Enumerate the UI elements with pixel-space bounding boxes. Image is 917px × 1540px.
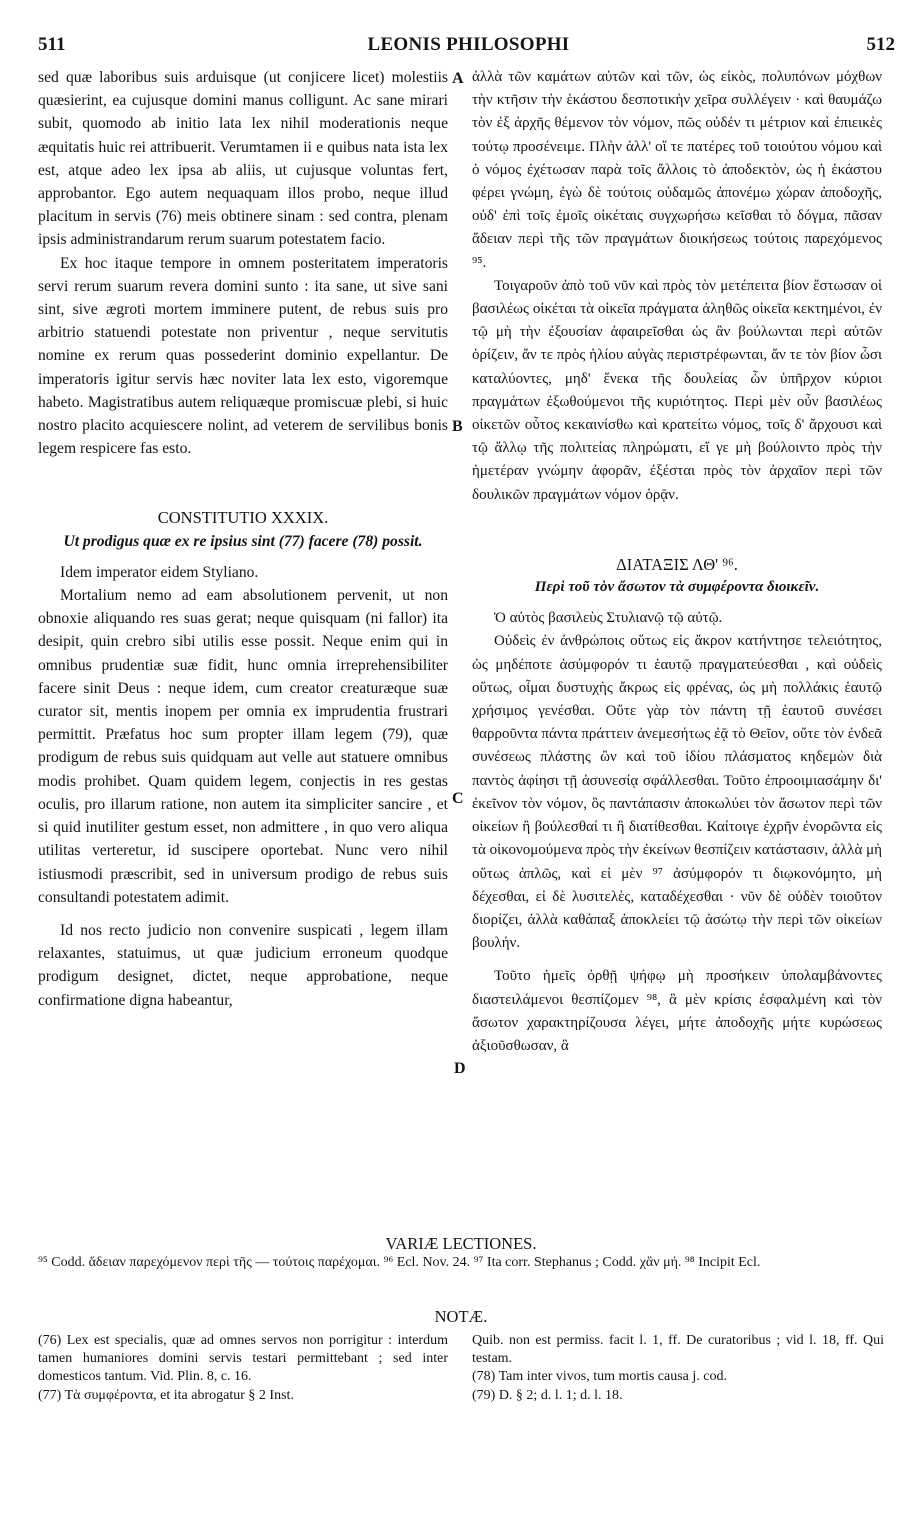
latin-paragraph-1: sed quæ laboribus suis arduisque (ut conjicere licet) molestiis quæsierint, ea cujusque domini manus colligunt. Ac sane mirari subit, quomodo ab initio lata lex nihil moderationis neque æquitatis huic rei attribuerit. Verumtamen ii e quibus nata ista lex est, atque adeo lex ipsa ab aliis, ut cujusque voluntas fert, approbantor. Ego autem nequaquam illos probo, neque illud placitum in servis (76) meis obtinere sinam : sed contra, plenam ipsis administrandarum rerum suarum potestatem facio.: [38, 69, 448, 249]
latin-addressee: Idem imperator eidem Styliano.: [60, 563, 259, 581]
note-item: (77) Τὰ συμφέροντα, et ita abrogatur § 2 Inst.: [38, 1387, 294, 1403]
variae-lectiones: [38, 1234, 884, 1272]
notae-left-column: [38, 1332, 448, 1405]
note-item: (79) D. § 2; d. l. 1; d. l. 18.: [472, 1387, 623, 1403]
notae-title: NOTÆ.: [434, 1307, 488, 1326]
margin-letter-d: D: [454, 1060, 466, 1077]
page-number-right: 512: [866, 34, 895, 55]
latin-constitution-subtitle: Ut prodigus quæ ex re ipsius sint (77) facere (78) possit.: [63, 532, 423, 550]
page-header: [38, 30, 899, 60]
greek-constitution-subtitle: Περὶ τοῦ τὸν ἄσωτον τὰ συμφέροντα διοικεῖν.: [534, 579, 820, 596]
variae-title: VARIÆ LECTIONES.: [385, 1234, 537, 1253]
greek-paragraph-1: ἀλλὰ τῶν καμάτων αὐτῶν καὶ τῶν, ὡς εἰκὸς, πολυπόνων μόχθων τὴν κτῆσιν τὴν ἑκάστου δεσποτικὴν χεῖρα συλλέγειν · καὶ θαυμάζω τὸν ἐξ ἀρχῆς θέμενον τὸν νόμον, πῶς οὐδέν τι μέτριον καὶ ἐπιεικὲς τούτῳ προσένειμε. Πλὴν ἀλλ' οἵ τε πατέρες τοῦ τοιούτου νόμου καὶ ὁ νόμος ἐχέτωσαν παρὰ τοῖς ἄλλοις τὸ ἀποδεκτὸν, ὡς ἡ ἑκάστου φέρει γνώμη, ἐγὼ δὲ τούτοις οὐδαμῶς ἀπονέμω χώραν ἀποδοχῆς, οὐδ' ἐπὶ τοῖς ἐμοῖς οἰκέταις συγχωρήσω κεῖσθαι τὸ δόγμα, πᾶσαν ἄδειαν περὶ τῆς τῶν πραγμάτων διοικήσεως τούτοις παρεχόμενος ⁹⁵.: [472, 69, 882, 271]
margin-letter-c: C: [452, 790, 464, 807]
note-item: (78) Tam inter vivos, tum mortis causa j. cod.: [472, 1369, 727, 1385]
latin-paragraph-2: Ex hoc itaque tempore in omnem posteritatem imperatoris servi rerum suarum revera domini sunto : ita sane, ut sive sani sint, sive ægroti mortem imminere putent, de rebus suis pro arbitrio statuendi potestate non priventur , neque servitutis nomine ex rerum quas possederint dominio expellantur. De imperatoris igitur servis hæc noviter lata lex esto, vigoremque habeto. Magistratibus autem reliquæque promiscuæ plebi, si huic nostro placito acquiescere nolint, ad veterem de servilibus bonis legem respicere fas esto.: [38, 254, 448, 458]
latin-column: [38, 66, 448, 1012]
latin-paragraph-3: Mortalium nemo ad eam absolutionem pervenit, ut non obnoxie aliquando res suas gerat; neque quisquam (ni fallor) ita desipit, quin crebro sibi utilis esse possit. Neque enim qui in omnibus prudentiæ suæ fidit, hunc omnia irreprehensibiliter facere sinit Deus : neque idem, cum creator creaturæque suæ curator sit, mentis inopem per omnia ex imprudentia frustrari permittit. Præfatus hoc sum propter illam legem (79), quæ prodigum de rebus suis quidquam aut velle aut statuere omnibus modis prohibet. Quam quidem legem, conjectis in res gestas oculis, pro illarum ratione, non autem ita simpliciter sancire , et si quid inutiliter gestum esset, non admittere , in quo vero aliqua utilitas verteretur, id suscipere oportebat. Nunc vero nihil istiusmodi præscribit, sed in universum prodigo de rebus suis consultandi potestatem adimit.: [38, 587, 448, 906]
margin-letter-b: B: [452, 418, 463, 435]
greek-column: [472, 66, 882, 1058]
notae-right-column: [472, 1332, 884, 1405]
margin-letter-a: A: [452, 70, 464, 87]
latin-constitution-title: CONSTITUTIO XXXIX.: [157, 508, 329, 528]
greek-paragraph-2: Τοιγαροῦν ἀπὸ τοῦ νῦν καὶ πρὸς τὸν μετέπειτα βίον ἔστωσαν οἱ βασιλέως οἰκέται τὰ οἰκεῖα πράγματα ἀληθῶς οἰκεῖα κεκτημένοι, ἐν τῷ μὴ τὴν ἐξουσίαν ἀφαιρεῖσθαι ὡς ἂν βούλωνται περὶ αὐτῶν ὁρίζειν, ἄν τε πρὸς ἡλίου αὐγὰς περιστρέφωνται, ἄν τε τὸν βίον ὦσι καταλύοντες, μηδ' ἕνεκα τῆς δουλείας ὧν ὑπῆρχον κύριοι πραγμάτων ἐξωθούμενοι τῆς κυριότητος. Περὶ μὲν οὖν βασιλέως οἰκετῶν οὗτος κεκαινίσθω καὶ κρατείτω νόμος, τοῖς δ' ἄρχουσι καὶ τῷ ἄλλῳ τῆς πολιτείας πληρώματι, εἴ γε μὴ βούλοιντο πρὸς τὴν ἡμετέραν γνώμην ἀφορᾶν, ἐξέσται πρὸς τὸν ἀρχαῖον περὶ τῶν δουλικῶν πραγμάτων νόμον ὁρᾷν.: [472, 277, 882, 503]
greek-paragraph-4: Τοῦτο ἡμεῖς ὀρθῇ ψήφῳ μὴ προσήκειν ὑπολαμβάνοντες διαστειλάμενοι θεσπίζομεν ⁹⁸, ἃ μὲν κρίσις ἐσφαλμένη καὶ τὸν ἄσωτον χαρακτηρίζουσα λέγει, μήτε ἀποδοχῆς μήτε κυρώσεως ἀξιοῦσθωσαν, ἃ: [472, 968, 882, 1054]
greek-constitution-title: ΔΙΑΤΑΞΙΣ ΛΘ' ⁹⁶.: [616, 554, 738, 574]
note-item: Quib. non est permiss. facit l. 1, ff. De curatoribus ; vid l. 18, ff. Qui testam.: [472, 1333, 884, 1367]
variae-text: ⁹⁵ Codd. ἄδειαν παρεχόμενον περὶ τῆς — τούτοις παρέχομαι. ⁹⁶ Ecl. Nov. 24. ⁹⁷ Ita corr. Stephanus ; Codd. χἂν μή. ⁹⁸ Incipit Ecl.: [38, 1255, 761, 1270]
greek-addressee: Ὁ αὐτὸς βασιλεὺς Στυλιανῷ τῷ αὐτῷ.: [494, 610, 723, 627]
latin-paragraph-4: Id nos recto judicio non convenire suspicati , legem illam relaxantes, statuimus, ut quæ judicium erroneum quodque prodigum designet, dictet, neque approbatione, neque confirmatione digna habeantur,: [38, 921, 448, 1009]
page-number-left: 511: [38, 34, 66, 55]
greek-paragraph-3: Οὐδεὶς ἐν ἀνθρώποις οὕτως εἰς ἄκρον κατήντησε τελειότητος, ὡς μηδέποτε ἀσύμφορόν τι ἑαυτῷ πραγματεύεσθαι , καὶ οὐδεὶς οὕτως, οἶμαι δυστυχὴς ἄκρως εἰς φρένας, ὡς μὴ πολλάκις ἑαυτῷ χρήσιμος γενέσθαι. Οὔτε γὰρ τὸν πάντη τῇ ἑαυτοῦ συνέσει θαρροῦντα πάντα πράττειν ἀνεμεσήτως ἐᾷ τὸ Θεῖον, οὔτε τὸν ἐνδεᾶ συνέσεως πλάστης ὢν καὶ τοῦ ἰδίου πλάσματος κηδεμὼν διὰ παντὸς ἀφίησι τῇ ἀσυνεσίᾳ σφάλλεσθαι. Τοῦτο ἐπροοιμιασάμην δι' ἐκεῖνον τὸν νόμον, ὃς παντάπασιν ἀποκωλύει τὸν ἄσωτον περὶ τῶν οἰκείων ἢ βούλεσθαί τι ἢ διατίθεσθαι. Καίτοιγε ἐχρῆν ἐνορῶντα εἰς τὰ οἰκονομούμενα πρὸς τὴν ἐκείνων θεσπίζειν κατάστασιν, ἀλλὰ μὴ οὕτως ἁπλῶς, καὶ εἰ μὲν ⁹⁷ ἀσύμφορόν τι διῳκονόμητο, μὴ δέχεσθαι, εἰ δὲ λυσιτελὲς, καταδέχεσθαι · νῦν δὲ οὐδὲν τοιοῦτον διορίζει, ἀλλὰ καθάπαξ ἀποκλείει τῷ ἀσώτῳ τὴν περὶ τῶν οἰκείων βουλήν.: [472, 633, 882, 952]
note-item: (76) Lex est specialis, quæ ad omnes servos non porrigitur : interdum tamen humaniores domini servis testari permittebant ; sed inter domesticos tantum. Vid. Plin. 8, c. 16.: [38, 1333, 448, 1385]
running-head: LEONIS PHILOSOPHI: [367, 34, 570, 55]
